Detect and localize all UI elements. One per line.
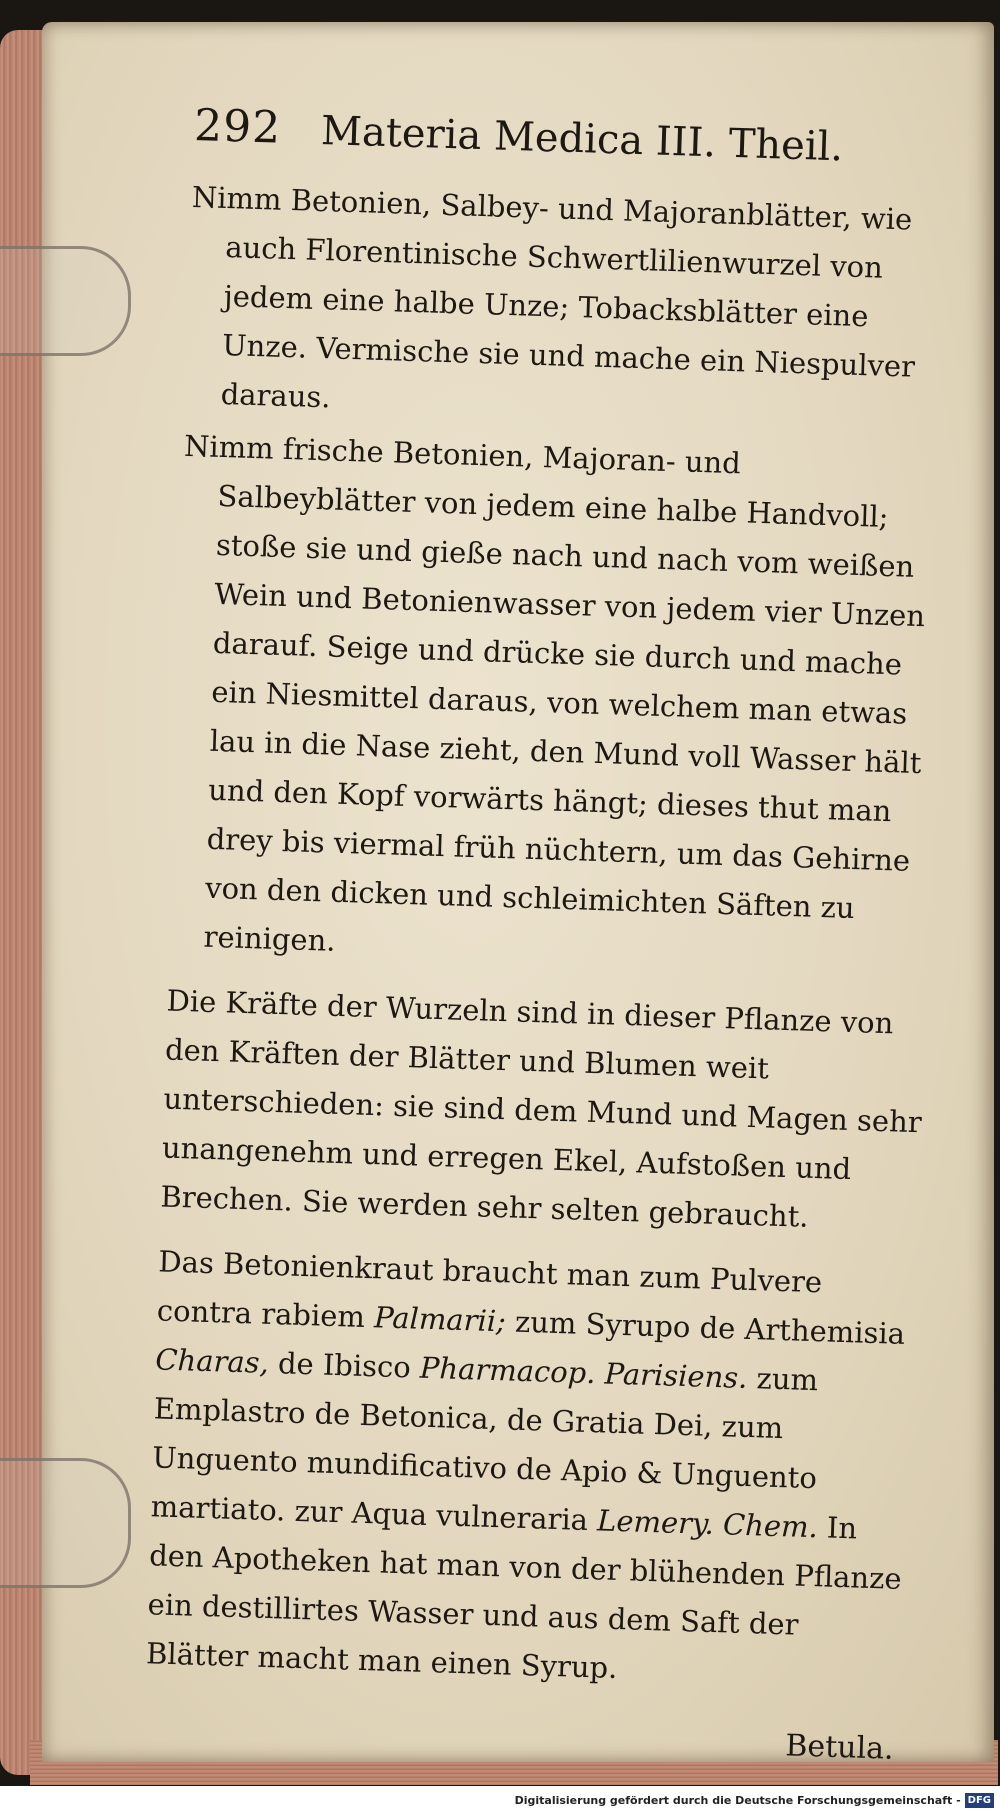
paragraph-root-powers: Die Kräfte der Wurzeln sind in dieser Pflanze von den Kräften der Blätter und Blumen weit unterschieden: sie sind dem Mund und Magen sehr unangenehm und erregen Ekel, Aufstoßen und Brechen. Sie werden sehr selten gebraucht. <box>160 983 923 1234</box>
uses-text-5: In den Apotheken hat man von der blühenden Pflanze ein destillirtes Wasser und aus dem Saft der Blätter macht man einen Syrup. <box>145 1510 903 1686</box>
footer-bar <box>0 1786 1000 1814</box>
paragraph-recipe-1: Nimm Betonien, Salbey- und Majoranblätter, wie auch Florentinische Schwertlilienwurzel von jedem eine halbe Unze; Tobacksblätter eine Unze. Vermische sie und mache ein Niespulver daraus. <box>191 179 916 415</box>
paragraph-recipe-2: Nimm frische Betonien, Majoran- und Salbeyblätter von jedem eine halbe Handvoll; stoße sie und gieße nach und nach vom weißen Wein und Betonienwasser von jedem vier Unzen darauf. Seige und drücke sie durch und mache ein Niesmittel daraus, von welchem man etwas lau in die Nase zieht, den Mund voll Wasser hält und den Kopf vorwärts hängt; dieses thut man drey bis viermal früh nüchtern, um das Gehirne von den dicken und schleimichten Säften zu reinigen. <box>183 428 926 958</box>
catchword: Betula. <box>784 1728 895 1767</box>
latin-citation-charas: Charas, <box>154 1342 270 1380</box>
paper-clip-bottom <box>0 1458 131 1588</box>
uses-text-3: de Ibisco <box>268 1345 421 1385</box>
paragraph-uses <box>145 1237 918 1702</box>
latin-citation-lemery: Lemery. Chem. <box>596 1503 819 1545</box>
page-text <box>143 100 954 1767</box>
latin-citation-pharmacop: Pharmacop. Parisiens. <box>419 1350 748 1395</box>
footer-credit: Digitalisierung gefördert durch die Deutsche Forschungsgemeinschaft - <box>514 1793 961 1807</box>
dfg-logo: DFG <box>965 1793 994 1808</box>
running-title: Materia Medica III. Theil. <box>320 107 844 171</box>
uses-text-2: zum Syrupo de Arthemisia <box>505 1304 906 1351</box>
latin-citation-palmarii: Palmarii; <box>373 1300 507 1339</box>
uses-text-1: Das Betonienkraut braucht man zum Pulvere contra rabiem <box>156 1244 823 1335</box>
paper-clip-top <box>0 246 131 356</box>
page-number: 292 <box>193 100 282 154</box>
uses-text-4: zum Emplastro de Betonica, de Gratia Dei, zum Unguento mundificativo de Apio & Unguento martiato. zur Aqua vulneraria <box>150 1360 819 1538</box>
